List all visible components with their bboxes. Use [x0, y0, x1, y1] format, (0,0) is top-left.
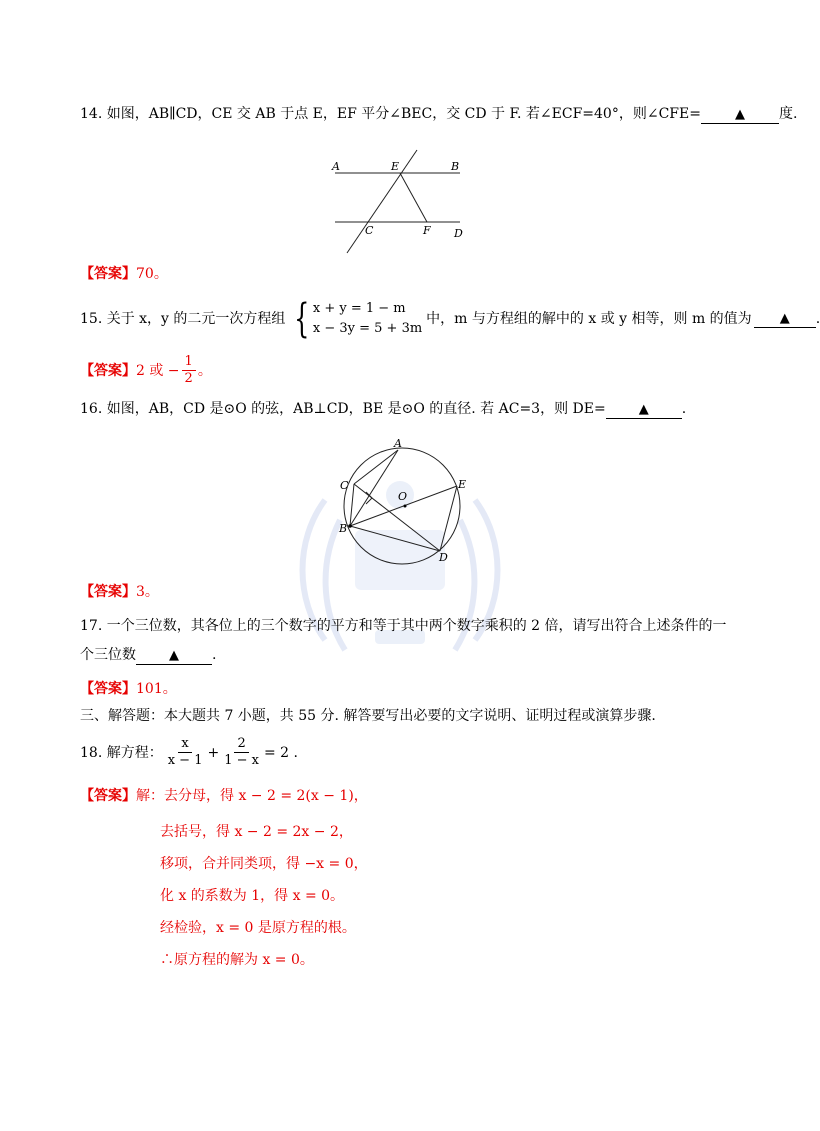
solution-step: 解：去分母，得 x − 2 = 2(x − 1)， — [136, 788, 368, 804]
label-c: C — [365, 224, 374, 237]
q16-question: 16. 如图，AB，CD 是⊙O 的弦，AB⊥CD，BE 是⊙O 的直径. 若 AC=3，则 DE= ▲ . — [80, 401, 687, 417]
q16-answer-blank: ▲ — [606, 402, 682, 419]
label-o: O — [398, 490, 408, 503]
q17-question-line1: 17. 一个三位数，其各位上的三个数字的平方和等于其中两个数字乘积的 2 倍，请写出符合上述条件的一 — [80, 618, 727, 634]
q14-answer-blank: ▲ — [701, 107, 779, 124]
label-a: A — [332, 160, 340, 173]
answer-tag: 【答案】 — [80, 788, 136, 804]
label-d: D — [454, 227, 463, 240]
q15-question: 15. 关于 x，y 的二元一次方程组 { x + y = 1 − m x − 3y = 5 + 3m 中，m 与方程组的解中的 x 或 y 相等，则 m 的值为 ▲ . — [80, 296, 820, 342]
q15-text: 15. 关于 x，y 的二元一次方程组 — [80, 311, 286, 327]
solution-step: ∴原方程的解为 x = 0。 — [160, 952, 314, 968]
q14-end: 度. — [778, 106, 798, 122]
label-d: D — [439, 551, 448, 564]
equation-system — [289, 296, 423, 342]
answer-tag: 【答案】 — [80, 584, 136, 600]
answer-tag: 【答案】 — [80, 266, 136, 282]
q18-answer — [80, 786, 368, 806]
solution-step: 移项，合并同类项，得 −x = 0， — [160, 856, 368, 872]
answer-value: 70。 — [136, 266, 168, 282]
label-b: B — [451, 160, 460, 173]
q16-text: 16. 如图，AB，CD 是⊙O 的弦，AB⊥CD，BE 是⊙O 的直径. 若 AC=3，则 DE= — [80, 401, 606, 417]
q17-answer — [80, 679, 177, 699]
q16-figure — [330, 436, 475, 571]
q14-figure — [325, 145, 475, 260]
label-e: E — [458, 478, 467, 491]
equation-1: x + y = 1 − m — [312, 301, 406, 316]
label-e: E — [391, 160, 400, 173]
answer-tag: 【答案】 — [80, 362, 136, 379]
solution-step: 化 x 的系数为 1，得 x = 0。 — [160, 888, 345, 904]
q17-answer-blank: ▲ — [136, 648, 212, 665]
q16-answer — [80, 582, 159, 602]
equation-2: x − 3y = 5 + 3m — [312, 321, 423, 336]
q17-question-line2: 个三位数 ▲ . — [80, 647, 217, 663]
q18-question: 18. 解方程： $\frac{x}{x - 1}$ + $\frac{2}{1 - x}$ = 2 . — [80, 736, 298, 768]
q15-text-after: 中，m 与方程组的解中的 x 或 y 相等，则 m 的值为 — [426, 311, 752, 327]
q15-answer: 【答案】 2 或 − $\frac{1}{2}$ 。 — [80, 354, 212, 386]
answer-value: 101。 — [136, 681, 177, 697]
q14-question — [80, 104, 797, 124]
fraction-1: $\frac{x}{x - 1}$ — [167, 736, 203, 768]
answer-tag: 【答案】 — [80, 681, 136, 697]
answer-prefix: 2 或 − — [136, 362, 180, 379]
fraction-2: $\frac{2}{1 - x}$ — [224, 736, 259, 768]
answer-value: 3。 — [136, 584, 159, 600]
q14-answer — [80, 264, 168, 284]
solution-step: 去括号，得 x − 2 = 2x − 2， — [160, 824, 353, 840]
q14-text: 14. 如图，AB∥CD，CE 交 AB 于点 E，EF 平分∠BEC，交 CD 于 F. 若∠ECF=40°，则∠CFE= — [80, 106, 701, 122]
solution-step: 经检验，x = 0 是原方程的根。 — [160, 920, 356, 936]
brace-icon: { — [294, 296, 310, 342]
label-b: B — [339, 522, 348, 535]
label-c: C — [340, 479, 349, 492]
label-f: F — [423, 224, 431, 237]
q15-answer-blank: ▲ — [754, 311, 816, 328]
label-a: A — [394, 437, 402, 450]
answer-fraction: $\frac{1}{2}$ — [182, 354, 196, 387]
section-heading: 三、解答题：本大题共 7 小题，共 55 分. 解答要写出必要的文字说明、证明过程或演算步骤. — [80, 708, 656, 724]
